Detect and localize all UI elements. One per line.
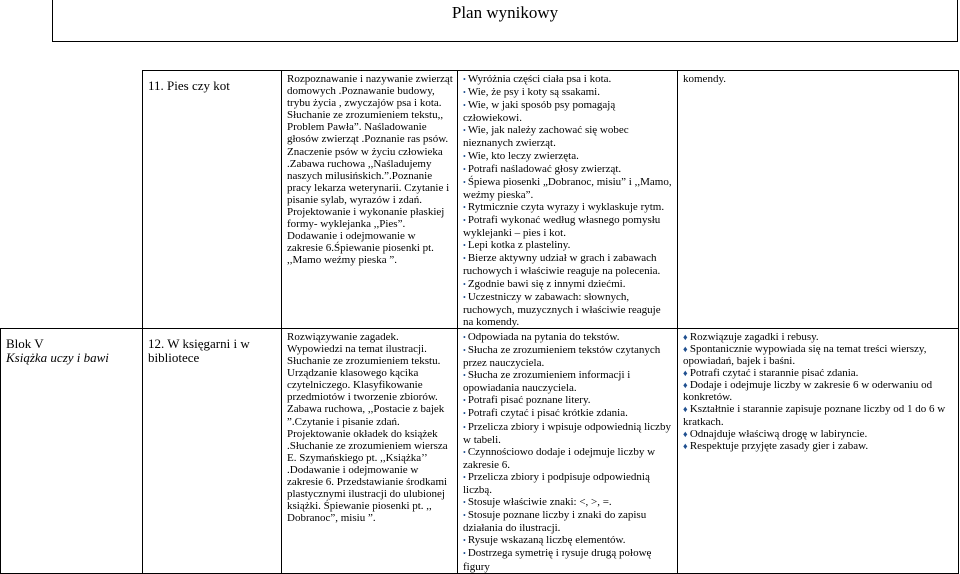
list-item [463, 86, 673, 99]
bullet-icon: • [463, 177, 468, 187]
bullet-icon: • [463, 422, 468, 432]
list-item-text: Wie, jak należy zachować się wobec nieznanych zwierząt. [463, 124, 629, 150]
list-item [463, 278, 673, 291]
diamond-bullet-icon: ♦ [683, 440, 690, 451]
list-item-text: Odpowiada na pytania do tekstów. [467, 330, 620, 343]
block-cell [1, 328, 143, 573]
bullet-icon: • [463, 279, 468, 289]
list-item-text: Rysuje wskazaną liczbę elementów. [467, 534, 626, 547]
table-row [1, 328, 959, 573]
list-item [463, 446, 673, 471]
topic-cell: 12. W księgarni i w bibliotece [143, 328, 282, 573]
bullet-icon: • [463, 396, 468, 406]
extended-list [683, 331, 954, 452]
list-item [463, 547, 673, 572]
list-item-text: Rozwiązuje zagadki i rebusy. [689, 330, 819, 343]
bullet-icon: • [463, 101, 468, 111]
list-item-text: Przelicza zbiory i podpisuje odpowiednią liczbą. [463, 470, 650, 496]
list-item-text: Lepi kotka z plasteliny. [467, 239, 571, 252]
list-item [463, 421, 673, 446]
extended-cell: komendy. [678, 71, 959, 329]
activities-cell: Rozwiązywanie zagadek. Wypowiedzi na temat ilustracji. Słuchanie ze zrozumieniem tekstu. Urządzanie klasowego kącika czytelniczego. Klasyfikowanie przedmiotów i tworzenie zbiorów. Zabawa ruchowa, ,,Postacie z bajek ”.Czytanie i pisanie zdań. Projektowanie okładek do książek .Słuchanie ze zrozumieniem wiersza E. Szymańskiego pt. ,,Książka’’ .Dodawanie i odejmowanie w zakresie 6. Przedstawianie środkami plastycznymi ilustracji do ulubionej książki. Śpiewanie piosenki pt. ,, Dobranoc”, misiu ”. [282, 328, 458, 573]
bullet-icon: • [463, 254, 468, 264]
list-item [463, 99, 673, 124]
bullet-icon: • [463, 75, 468, 84]
diamond-bullet-icon: ♦ [683, 380, 690, 391]
bullet-icon: • [463, 472, 468, 482]
list-item [463, 291, 673, 328]
list-item [683, 403, 954, 427]
list-item-text: Słucha ze zrozumieniem informacji i opowiadania nauczyciela. [463, 369, 631, 395]
list-item [463, 407, 673, 420]
bullet-icon: • [463, 202, 468, 212]
list-item [463, 150, 673, 163]
list-item [683, 440, 954, 452]
list-item [463, 176, 673, 201]
diamond-bullet-icon: ♦ [683, 404, 690, 415]
plan-table [0, 70, 959, 574]
block-label: Blok V [6, 335, 44, 351]
list-item-text: Respektuje przyjęte zasady gier i zabaw. [689, 439, 869, 452]
list-item [683, 367, 954, 379]
bullet-icon: • [463, 332, 468, 342]
list-item-text: Śpiewa piosenki „Dobranoc, misiu” i ,,Mamo, weźmy pieska”. [463, 175, 672, 201]
list-item-text: Wyróżnia części ciała psa i kota. [467, 73, 612, 85]
list-item-text: Zgodnie bawi się z innymi dziećmi. [467, 277, 626, 290]
bullet-icon: • [463, 549, 468, 559]
list-item-text: Spontanicznie wypowiada się na temat treści wierszy, opowiadań, bajek i baśni. [683, 342, 927, 368]
list-item [463, 331, 673, 344]
bullet-icon: • [463, 536, 468, 546]
list-item [463, 471, 673, 496]
list-item-text: Kształtnie i starannie zapisuje poznane liczby od 1 do 6 w kratkach. [683, 403, 946, 428]
outcomes-cell [458, 71, 678, 329]
list-item-text: Potrafi czytać i starannie pisać zdania. [689, 367, 859, 380]
list-item-text: Uczestniczy w zabawach: słownych, ruchowych, muzycznych i właściwie reaguje na komendy. [463, 290, 661, 328]
list-item-text: Czynnościowo dodaje i odejmuje liczby w zakresie 6. [463, 445, 656, 471]
list-item [463, 394, 673, 407]
list-item [463, 124, 673, 149]
page-title: Plan wynikowy [52, 0, 958, 42]
bullet-icon: • [463, 511, 468, 521]
list-item-text: Słucha ze zrozumieniem tekstów czytanych przez nauczyciela. [463, 343, 661, 370]
list-item-text: Odnajduje właściwą drogę w labiryncie. [689, 427, 868, 440]
list-item [683, 331, 954, 343]
list-item [463, 534, 673, 547]
list-item-text: Potrafi czytać i pisać krótkie zdania. [467, 407, 628, 420]
list-item-text: Potrafi pisać poznane litery. [467, 394, 591, 407]
list-item [683, 428, 954, 440]
bullet-icon: • [463, 216, 468, 226]
list-item-text: Stosuje właściwie znaki: <, >, =. [467, 496, 612, 509]
list-item-text: Przelicza zbiory i wpisuje odpowiednią liczby w tabeli. [463, 420, 671, 446]
list-item [463, 163, 673, 176]
bullet-icon: • [463, 241, 468, 251]
list-item [683, 343, 954, 367]
bullet-icon: • [463, 88, 468, 98]
diamond-bullet-icon: ♦ [683, 331, 690, 342]
list-item [463, 509, 673, 534]
bullet-icon: • [463, 498, 468, 508]
list-item-text: Rytmicznie czyta wyrazy i wyklaskuje rytm. [467, 200, 665, 213]
list-item [463, 239, 673, 252]
list-item-text: Wie, w jaki sposób psy pomagają człowiekowi. [463, 99, 616, 125]
list-item-text: Stosuje poznane liczby i znaki do zapisu działania do ilustracji. [463, 509, 647, 535]
bullet-icon: • [463, 164, 468, 174]
list-item [463, 252, 673, 277]
list-item [463, 369, 673, 394]
list-item-text: Potrafi wykonać według własnego pomysłu wyklejanki – pies i kot. [463, 214, 661, 240]
outcomes-list [463, 331, 673, 573]
topic-cell: 11. Pies czy kot [143, 71, 282, 329]
diamond-bullet-icon: ♦ [683, 343, 690, 354]
block-title: Książka uczy i bawi [6, 349, 109, 365]
bullet-icon: • [463, 292, 468, 302]
extended-cell [678, 328, 959, 573]
bullet-icon: • [463, 409, 468, 419]
list-item-text: Wie, że psy i koty są ssakami. [467, 86, 600, 99]
table-row [1, 71, 959, 329]
bullet-icon: • [463, 126, 468, 136]
list-item [463, 73, 673, 86]
bullet-icon: • [463, 447, 468, 457]
list-item [463, 496, 673, 509]
outcomes-cell [458, 328, 678, 573]
bullet-icon: • [463, 151, 468, 161]
bullet-icon: • [463, 345, 468, 355]
list-item-text: Dostrzega symetrię i rysuje drugą połowę figury [463, 547, 652, 573]
list-item-text: Dodaje i odejmuje liczby w zakresie 6 w oderwaniu od konkretów. [683, 379, 933, 404]
outcomes-list [463, 73, 673, 328]
bullet-icon: • [463, 371, 468, 381]
list-item-text: Bierze aktywny udział w grach i zabawach ruchowych i właściwie reaguje na polecenia. [463, 252, 661, 278]
diamond-bullet-icon: ♦ [683, 368, 690, 379]
activities-cell: Rozpoznawanie i nazywanie zwierząt domowych .Poznawanie budowy, trybu życia , zwyczajów psa i kota. Słuchanie ze zrozumieniem tekstu,, Problem Pawła”. Naśladowanie głosów zwierząt .Poznanie ras psów. Znaczenie psów w życiu człowieka .Zabawa ruchowa ,,Naśladujemy naszych milusińskich.”.Poznanie pracy lekarza weterynarii. Czytanie i pisanie sylab, wyrazów i zdań. Projektowanie i wykonanie płaskiej formy- wyklejanka ,,Pies”. Dodawanie i odejmowanie w zakresie 6.Śpiewanie piosenki pt. ,,Mamo weźmy pieska ”. [282, 71, 458, 329]
block-cell [1, 71, 143, 329]
list-item [463, 214, 673, 239]
list-item [463, 201, 673, 214]
list-item-text: Wie, kto leczy zwierzęta. [467, 149, 579, 162]
diamond-bullet-icon: ♦ [683, 428, 690, 439]
list-item [463, 344, 673, 369]
list-item [683, 379, 954, 403]
list-item-text: Potrafi naśladować głosy zwierząt. [467, 162, 622, 175]
